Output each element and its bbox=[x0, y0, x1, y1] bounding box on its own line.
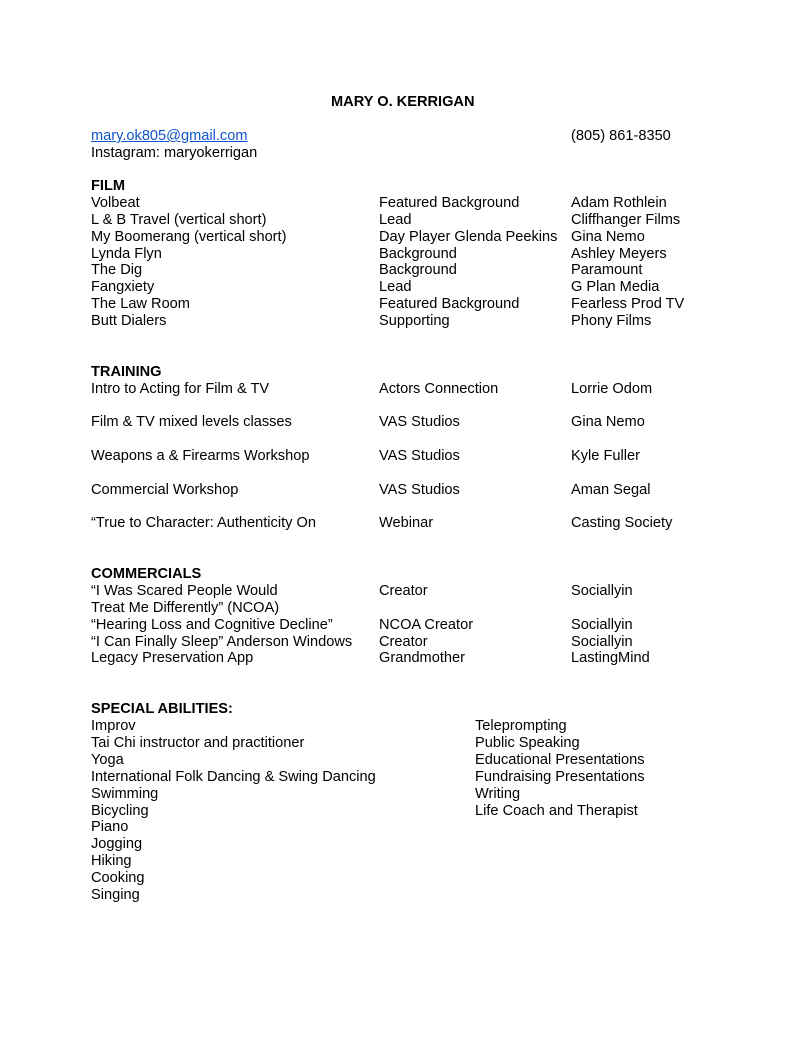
ability-item: Improv bbox=[91, 718, 136, 734]
commercial-title: “I Can Finally Sleep” Anderson Windows bbox=[91, 634, 353, 650]
commercial-row bbox=[0, 600, 806, 617]
training-instructor: Gina Nemo bbox=[571, 414, 645, 430]
film-company: Phony Films bbox=[571, 313, 652, 329]
film-role: Lead bbox=[379, 212, 412, 228]
training-heading: TRAINING bbox=[91, 364, 162, 380]
commercial-title: Legacy Preservation App bbox=[91, 650, 254, 666]
commercial-row bbox=[0, 634, 806, 651]
ability-item: Tai Chi instructor and practitioner bbox=[91, 734, 305, 751]
training-instructor: Kyle Fuller bbox=[571, 448, 640, 464]
training-course: Film & TV mixed levels classes bbox=[91, 414, 292, 430]
film-role: Day Player Glenda Peekins bbox=[379, 229, 558, 245]
film-row bbox=[0, 229, 806, 246]
film-company: Paramount bbox=[571, 262, 643, 278]
commercial-row bbox=[0, 650, 806, 667]
film-role: Featured Background bbox=[379, 195, 520, 211]
film-row bbox=[0, 262, 806, 279]
film-role: Featured Background bbox=[379, 296, 520, 312]
film-row bbox=[0, 246, 806, 263]
film-heading: FILM bbox=[91, 178, 126, 194]
training-row bbox=[0, 414, 806, 431]
ability-item: Bicycling bbox=[91, 802, 149, 819]
film-row bbox=[0, 195, 806, 212]
film-role: Background bbox=[379, 246, 457, 262]
commercials-heading: COMMERCIALS bbox=[91, 566, 202, 582]
film-role: Background bbox=[379, 262, 457, 278]
commercial-title: “Hearing Loss and Cognitive Decline” bbox=[91, 617, 333, 633]
training-row bbox=[0, 448, 806, 465]
ability-item: Piano bbox=[91, 819, 129, 836]
commercial-role: Grandmother bbox=[379, 650, 465, 666]
training-school: Actors Connection bbox=[379, 381, 499, 397]
commercial-company: Sociallyin bbox=[571, 634, 633, 650]
ability-item: Teleprompting bbox=[475, 718, 567, 734]
training-row bbox=[0, 381, 806, 398]
film-row bbox=[0, 279, 806, 296]
film-title: Butt Dialers bbox=[91, 313, 167, 329]
film-title: L & B Travel (vertical short) bbox=[91, 212, 267, 228]
ability-item: Public Speaking bbox=[475, 734, 580, 751]
training-row bbox=[0, 482, 806, 499]
film-title: The Law Room bbox=[91, 296, 190, 312]
commercial-role: NCOA Creator bbox=[379, 617, 474, 633]
training-school: VAS Studios bbox=[379, 482, 460, 498]
training-course: “True to Character: Authenticity On bbox=[91, 515, 316, 531]
film-company: Adam Rothlein bbox=[571, 195, 667, 211]
ability-item: Writing bbox=[475, 785, 521, 802]
ability-item: Cooking bbox=[91, 870, 145, 887]
film-title: My Boomerang (vertical short) bbox=[91, 229, 287, 245]
commercial-role: Creator bbox=[379, 634, 428, 650]
special-abilities-left-list bbox=[91, 718, 376, 904]
film-title: Lynda Flyn bbox=[91, 246, 162, 262]
commercial-row bbox=[0, 617, 806, 634]
film-company: Ashley Meyers bbox=[571, 246, 667, 262]
film-role: Lead bbox=[379, 279, 412, 295]
film-row bbox=[0, 212, 806, 229]
training-row bbox=[0, 515, 806, 532]
ability-item: Educational Presentations bbox=[475, 751, 645, 768]
film-row bbox=[0, 313, 806, 330]
instagram-handle: Instagram: maryokerrigan bbox=[91, 145, 258, 161]
ability-item: International Folk Dancing & Swing Dancing bbox=[91, 768, 376, 785]
training-course: Commercial Workshop bbox=[91, 482, 239, 498]
training-instructor: Aman Segal bbox=[571, 482, 651, 498]
ability-item: Jogging bbox=[91, 836, 143, 853]
ability-item: Swimming bbox=[91, 785, 159, 802]
ability-item: Singing bbox=[91, 887, 140, 904]
film-role: Supporting bbox=[379, 313, 450, 329]
training-instructor: Lorrie Odom bbox=[571, 381, 653, 397]
commercial-title: “I Was Scared People Would bbox=[91, 583, 278, 599]
training-instructor: Casting Society bbox=[571, 515, 673, 531]
ability-item: Hiking bbox=[91, 853, 132, 870]
film-company: G Plan Media bbox=[571, 279, 660, 295]
phone-number: (805) 861-8350 bbox=[571, 128, 671, 144]
training-course: Weapons a & Firearms Workshop bbox=[91, 448, 310, 464]
commercial-company: Sociallyin bbox=[571, 583, 633, 599]
film-title: The Dig bbox=[91, 262, 143, 278]
commercial-row bbox=[0, 583, 806, 600]
commercial-title: Treat Me Differently” (NCOA) bbox=[91, 600, 280, 616]
commercial-company: LastingMind bbox=[571, 650, 650, 666]
training-school: Webinar bbox=[379, 515, 434, 531]
film-title: Fangxiety bbox=[91, 279, 155, 295]
special-abilities-right-list bbox=[475, 718, 645, 819]
commercial-role: Creator bbox=[379, 583, 428, 599]
film-row bbox=[0, 296, 806, 313]
film-company: Cliffhanger Films bbox=[571, 212, 681, 228]
film-title: Volbeat bbox=[91, 195, 140, 211]
film-company: Fearless Prod TV bbox=[571, 296, 685, 312]
special-abilities-heading: SPECIAL ABILITIES: bbox=[91, 701, 233, 717]
email-link[interactable]: mary.ok805@gmail.com bbox=[91, 128, 248, 144]
training-school: VAS Studios bbox=[379, 448, 460, 464]
training-course: Intro to Acting for Film & TV bbox=[91, 381, 270, 397]
ability-item: Fundraising Presentations bbox=[475, 768, 645, 785]
ability-item: Yoga bbox=[91, 751, 124, 768]
film-company: Gina Nemo bbox=[571, 229, 645, 245]
commercial-company: Sociallyin bbox=[571, 617, 633, 633]
resume-name: MARY O. KERRIGAN bbox=[331, 94, 475, 110]
ability-item: Life Coach and Therapist bbox=[475, 802, 638, 819]
training-school: VAS Studios bbox=[379, 414, 460, 430]
